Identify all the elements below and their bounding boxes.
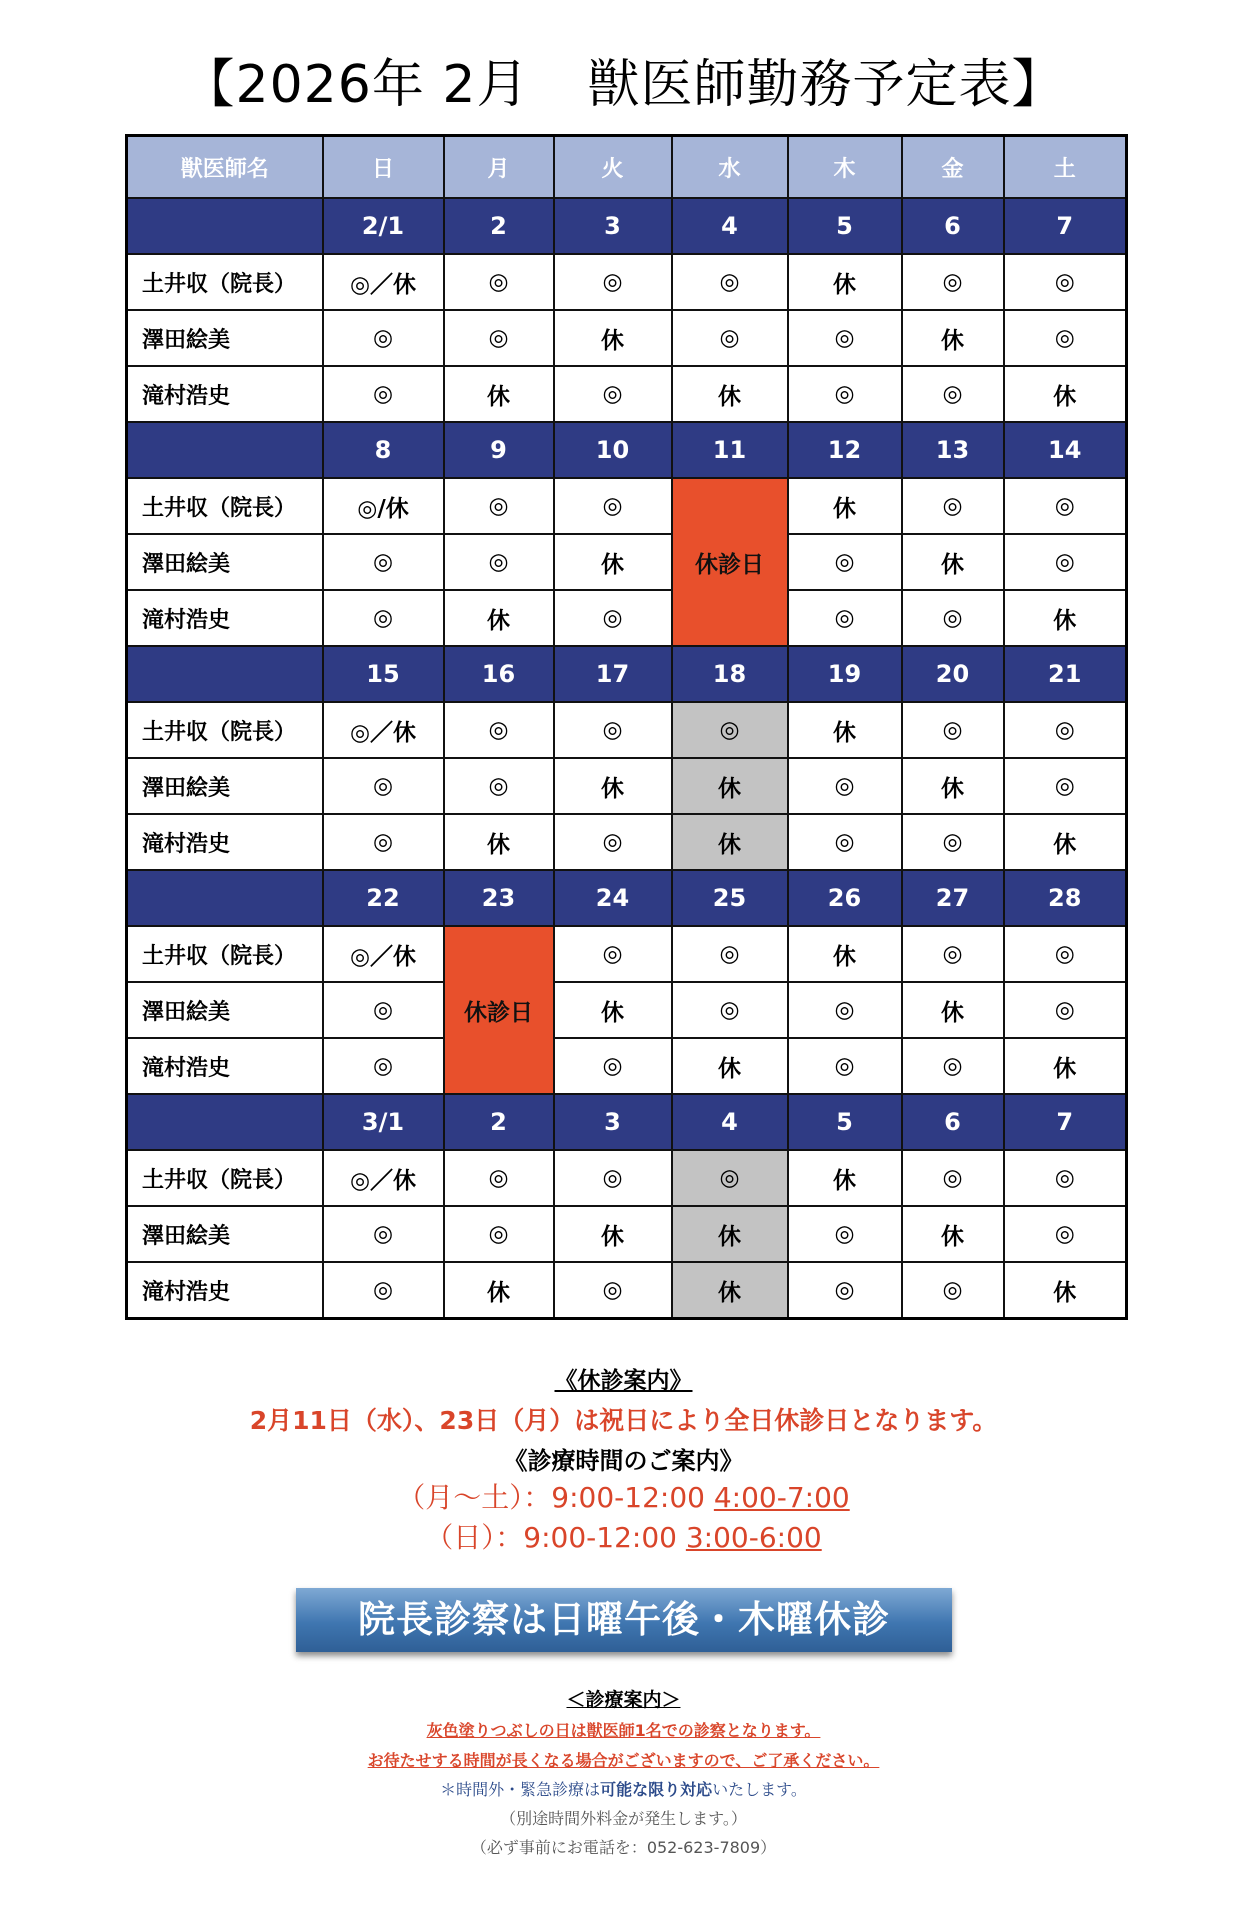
shift-cell: ◎ [788, 758, 902, 814]
weekday-header: 土 [1004, 136, 1127, 199]
shift-cell: ◎ [902, 478, 1004, 534]
date-cell: 4 [672, 1094, 788, 1150]
date-cell: 11 [672, 422, 788, 478]
date-cell: 3 [554, 198, 672, 254]
shift-cell: ◎ [672, 982, 788, 1038]
shift-cell: ◎ [788, 814, 902, 870]
shift-cell: 休 [444, 366, 554, 422]
shift-cell: ◎ [1004, 926, 1127, 982]
shift-cell: 休 [554, 758, 672, 814]
sunday-pm-hours: 3:00-6:00 [685, 1521, 822, 1554]
vet-row [127, 1206, 1127, 1262]
vet-row [127, 534, 1127, 590]
date-cell: 21 [1004, 646, 1127, 702]
shift-cell: 休 [902, 982, 1004, 1038]
date-cell: 4 [672, 198, 788, 254]
vet-name: 土井収（院長） [127, 478, 323, 534]
shift-cell: ◎ [902, 702, 1004, 758]
date-cell: 27 [902, 870, 1004, 926]
date-cell: 16 [444, 646, 554, 702]
shift-cell: 休 [788, 926, 902, 982]
shift-cell: 休 [788, 1150, 902, 1206]
date-cell: 3/1 [323, 1094, 444, 1150]
date-row [127, 198, 1127, 254]
emergency-note-b: 可能な限り対応 [600, 1780, 713, 1799]
shift-cell: ◎ [788, 1038, 902, 1094]
shift-cell: ◎ [444, 1150, 554, 1206]
date-cell: 10 [554, 422, 672, 478]
shift-cell: ◎ [554, 478, 672, 534]
shift-cell: 休 [672, 1206, 788, 1262]
weekday-pm-hours: 4:00-7:00 [713, 1481, 850, 1514]
shift-cell: ◎ [323, 1262, 444, 1319]
weekday-header: 水 [672, 136, 788, 199]
shift-cell: ◎ [1004, 310, 1127, 366]
guide-heading: ＜診療案内＞ [566, 1689, 681, 1711]
vet-name: 澤田絵美 [127, 982, 323, 1038]
emergency-note-c: いたします。 [712, 1780, 807, 1799]
date-cell: 26 [788, 870, 902, 926]
date-cell: 12 [788, 422, 902, 478]
date-cell: 5 [788, 1094, 902, 1150]
schedule-table [125, 134, 1128, 1320]
shift-cell: ◎／休 [323, 254, 444, 310]
date-cell: 8 [323, 422, 444, 478]
shift-cell: ◎ [554, 814, 672, 870]
shift-cell: ◎ [1004, 254, 1127, 310]
shift-cell: ◎ [1004, 478, 1127, 534]
shift-cell: 休 [902, 758, 1004, 814]
vet-name: 滝村浩史 [127, 1262, 323, 1319]
shift-cell: ◎ [323, 982, 444, 1038]
shift-cell: ◎ [1004, 702, 1127, 758]
shift-cell: 休 [672, 1038, 788, 1094]
shift-cell: ◎ [672, 926, 788, 982]
shift-cell: ◎ [444, 254, 554, 310]
vet-row [127, 590, 1127, 646]
shift-cell: ◎ [788, 534, 902, 590]
weekday-header-row [127, 136, 1127, 199]
date-row-spacer [127, 198, 323, 254]
date-cell: 2 [444, 1094, 554, 1150]
phone-note: （必ず事前にお電話を：052-623-7809） [470, 1838, 777, 1857]
shift-cell: 休 [788, 254, 902, 310]
shift-cell: ◎/休 [323, 478, 444, 534]
vet-name: 土井収（院長） [127, 926, 323, 982]
date-cell: 9 [444, 422, 554, 478]
closed-day-cell: 休診日 [672, 478, 788, 646]
vet-name: 滝村浩史 [127, 590, 323, 646]
vet-row [127, 926, 1127, 982]
vet-name: 土井収（院長） [127, 702, 323, 758]
closed-day-cell: 休診日 [444, 926, 554, 1094]
shift-cell: ◎ [902, 1038, 1004, 1094]
shift-cell: ◎ [554, 926, 672, 982]
shift-cell: 休 [902, 1206, 1004, 1262]
vet-row [127, 1262, 1127, 1319]
shift-cell: 休 [788, 702, 902, 758]
vet-row [127, 310, 1127, 366]
title-text: 獣医師勤務予定表】 [587, 55, 1065, 115]
date-cell: 22 [323, 870, 444, 926]
shift-cell: 休 [1004, 590, 1127, 646]
shift-cell: ◎ [1004, 758, 1127, 814]
shift-cell: ◎ [444, 758, 554, 814]
extra-fee-note: （別途時間外料金が発生します。） [500, 1809, 747, 1828]
shift-cell: ◎ [323, 758, 444, 814]
shift-cell: 休 [554, 534, 672, 590]
vet-name: 土井収（院長） [127, 254, 323, 310]
shift-cell: ◎ [323, 590, 444, 646]
page-title [0, 42, 1247, 117]
date-row [127, 422, 1127, 478]
date-cell: 25 [672, 870, 788, 926]
vet-row [127, 814, 1127, 870]
shift-cell: ◎ [902, 366, 1004, 422]
shift-cell: ◎ [444, 534, 554, 590]
weekday-header: 木 [788, 136, 902, 199]
shift-cell: ◎ [1004, 1150, 1127, 1206]
shift-cell: ◎ [554, 1038, 672, 1094]
shift-cell: ◎ [902, 1150, 1004, 1206]
shift-cell: ◎ [902, 254, 1004, 310]
shift-cell: ◎／休 [323, 926, 444, 982]
shift-cell: 休 [1004, 814, 1127, 870]
emergency-note [0, 1777, 1247, 1800]
shift-cell: 休 [902, 534, 1004, 590]
vet-row [127, 478, 1127, 534]
shift-cell: ◎ [444, 310, 554, 366]
date-cell: 13 [902, 422, 1004, 478]
shift-cell: ◎ [554, 1262, 672, 1319]
shift-cell: ◎／休 [323, 1150, 444, 1206]
date-cell: 7 [1004, 198, 1127, 254]
date-cell: 18 [672, 646, 788, 702]
weekday-header: 火 [554, 136, 672, 199]
date-cell: 15 [323, 646, 444, 702]
shift-cell: ◎ [1004, 982, 1127, 1038]
date-cell: 20 [902, 646, 1004, 702]
vet-row [127, 702, 1127, 758]
shift-cell: 休 [672, 1262, 788, 1319]
date-row-spacer [127, 1094, 323, 1150]
vet-name: 澤田絵美 [127, 534, 323, 590]
shift-cell: ◎ [444, 1206, 554, 1262]
date-cell: 3 [554, 1094, 672, 1150]
shift-cell: ◎ [444, 702, 554, 758]
shift-cell: ◎／休 [323, 702, 444, 758]
shift-cell: 休 [554, 1206, 672, 1262]
date-cell: 6 [902, 198, 1004, 254]
shift-cell: 休 [672, 366, 788, 422]
date-cell: 19 [788, 646, 902, 702]
sunday-hours [0, 1516, 1247, 1556]
shift-cell: 休 [672, 814, 788, 870]
vet-name: 澤田絵美 [127, 758, 323, 814]
weekday-hours-label: （月～土）：9:00-12:00 [397, 1481, 714, 1514]
vet-name: 滝村浩史 [127, 1038, 323, 1094]
shift-cell: 休 [1004, 366, 1127, 422]
shift-cell: ◎ [788, 982, 902, 1038]
shift-cell: ◎ [323, 814, 444, 870]
shift-cell: 休 [444, 814, 554, 870]
shift-cell: 休 [788, 478, 902, 534]
shift-cell: ◎ [788, 590, 902, 646]
date-cell: 5 [788, 198, 902, 254]
date-row [127, 870, 1127, 926]
shift-cell: ◎ [672, 702, 788, 758]
gray-day-note: 灰色塗りつぶしの日は獣医師1名での診察となります。 [426, 1721, 821, 1740]
shift-cell: ◎ [788, 366, 902, 422]
date-cell: 2/1 [323, 198, 444, 254]
shift-cell: ◎ [323, 1038, 444, 1094]
shift-cell: ◎ [323, 366, 444, 422]
vet-name: 滝村浩史 [127, 814, 323, 870]
shift-cell: ◎ [672, 1150, 788, 1206]
shift-cell: ◎ [902, 926, 1004, 982]
shift-cell: ◎ [902, 590, 1004, 646]
shift-cell: ◎ [554, 590, 672, 646]
weekday-header: 月 [444, 136, 554, 199]
date-row [127, 646, 1127, 702]
shift-cell: ◎ [902, 1262, 1004, 1319]
shift-cell: ◎ [1004, 1206, 1127, 1262]
shift-cell: ◎ [554, 254, 672, 310]
date-row-spacer [127, 422, 323, 478]
shift-cell: 休 [554, 310, 672, 366]
vet-name: 澤田絵美 [127, 1206, 323, 1262]
date-cell: 23 [444, 870, 554, 926]
shift-cell: ◎ [554, 366, 672, 422]
vet-name: 滝村浩史 [127, 366, 323, 422]
date-cell: 7 [1004, 1094, 1127, 1150]
shift-cell: ◎ [788, 1206, 902, 1262]
weekday-header: 金 [902, 136, 1004, 199]
vet-row [127, 1150, 1127, 1206]
date-row-spacer [127, 646, 323, 702]
hours-heading: 《診療時間のご案内》 [503, 1447, 744, 1475]
date-cell: 24 [554, 870, 672, 926]
vet-row [127, 1038, 1127, 1094]
shift-cell: 休 [672, 758, 788, 814]
shift-cell: ◎ [672, 310, 788, 366]
date-row-spacer [127, 870, 323, 926]
shift-cell: ◎ [554, 1150, 672, 1206]
date-cell: 2 [444, 198, 554, 254]
weekday-header: 日 [323, 136, 444, 199]
date-row [127, 1094, 1127, 1150]
vet-name-header: 獣医師名 [127, 136, 323, 199]
date-cell: 14 [1004, 422, 1127, 478]
shift-cell: ◎ [788, 1262, 902, 1319]
vet-name: 澤田絵美 [127, 310, 323, 366]
shift-cell: ◎ [323, 310, 444, 366]
shift-cell: 休 [1004, 1038, 1127, 1094]
shift-cell: ◎ [323, 1206, 444, 1262]
shift-cell: 休 [902, 310, 1004, 366]
date-cell: 28 [1004, 870, 1127, 926]
shift-cell: 休 [444, 1262, 554, 1319]
vet-row [127, 366, 1127, 422]
shift-cell: ◎ [672, 254, 788, 310]
shift-cell: ◎ [444, 478, 554, 534]
emergency-note-a: ＊時間外・緊急診療は [440, 1780, 601, 1799]
shift-cell: ◎ [323, 534, 444, 590]
date-cell: 17 [554, 646, 672, 702]
shift-cell: ◎ [788, 310, 902, 366]
shift-cell: ◎ [1004, 534, 1127, 590]
shift-cell: 休 [444, 590, 554, 646]
shift-cell: 休 [554, 982, 672, 1038]
wait-time-note: お待たせする時間が長くなる場合がございますので、ご了承ください。 [367, 1751, 880, 1770]
shift-cell: ◎ [902, 814, 1004, 870]
closure-notice-heading: 《休診案内》 [554, 1368, 693, 1394]
sunday-hours-label: （日）：9:00-12:00 [425, 1521, 686, 1554]
closure-notice-text: 2月11日（水）、23日（月）は祝日により全日休診日となります。 [249, 1406, 998, 1435]
vet-name: 土井収（院長） [127, 1150, 323, 1206]
date-cell: 6 [902, 1094, 1004, 1150]
vet-row [127, 982, 1127, 1038]
vet-row [127, 254, 1127, 310]
director-banner: 院長診察は日曜午後・木曜休診 [296, 1588, 952, 1652]
shift-cell: 休 [1004, 1262, 1127, 1319]
vet-row [127, 758, 1127, 814]
title-date: 【2026年 2月 [182, 55, 530, 115]
shift-cell: ◎ [554, 702, 672, 758]
weekday-hours [0, 1476, 1247, 1516]
